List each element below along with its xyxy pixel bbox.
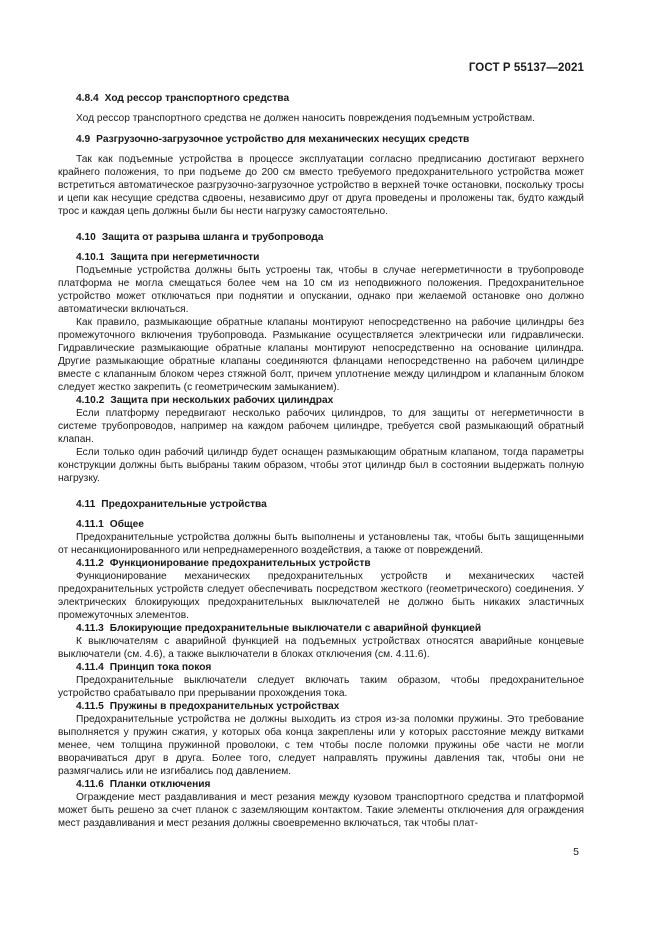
- section-title: Защита от разрыва шланга и трубопровода: [101, 232, 324, 243]
- section-4-9-heading: [58, 133, 584, 146]
- section-number: 4.8.4: [76, 93, 99, 104]
- section-number: 4.10: [76, 232, 96, 243]
- section-number: 4.11.4: [76, 662, 104, 673]
- section-4-11-2-heading: [58, 557, 584, 570]
- section-title: Разгрузочно-загрузочное устройство для механических несущих средств: [96, 134, 470, 145]
- standard-number: ГОСТ Р 55137—2021: [468, 62, 584, 74]
- section-4-11-6-heading: [58, 778, 584, 791]
- section-number: 4.9: [76, 134, 91, 145]
- page-number: 5: [573, 846, 579, 858]
- section-title: Предохранительные устройства: [101, 499, 267, 510]
- section-title: Принцип тока покоя: [109, 662, 212, 673]
- section-4-11-5-heading: [58, 700, 584, 713]
- section-title: Защита при негерметичности: [110, 252, 260, 263]
- section-4-10-1-text-2: Как правило, размыкающие обратные клапаны монтируют непосредственно на рабочие цилиндры без промежуточного включения трубопровода. Размыкание осуществляется электрически или гидравлически. Гидравлические размыкающие обратные клапаны монтируют непосредственно на основание цилиндра. Другие размыкающие обратные клапаны соединяются фланцами непосредственно на рабочем цилиндре вместе с клапанным блоком через стяжной болт, причем уплотнение между цилиндром и клапанным блоком следует жестко закрепить (с геометрическим замыканием).: [58, 317, 584, 393]
- section-4-11-1-text: Предохранительные устройства должны быть выполнены и установлены так, чтобы быть защищенными от несанкционированного или непреднамеренного воздействия, а также от повреждений.: [58, 532, 584, 556]
- section-4-10-2-text-1: Если платформу передвигают несколько рабочих цилиндров, то для защиты от негерметичности в системе трубопроводов, например на каждом рабочем цилиндре, требуется свой размыкающий обратный клапан.: [58, 408, 584, 445]
- section-number: 4.11.1: [76, 519, 104, 530]
- section-number: 4.10.2: [76, 395, 105, 406]
- section-4-11-heading: [58, 498, 584, 511]
- section-number: 4.11.6: [76, 779, 104, 790]
- section-title: Пружины в предохранительных устройствах: [109, 701, 340, 712]
- section-4-10-heading: [58, 231, 584, 244]
- section-title: Блокирующие предохранительные выключатели с аварийной функцией: [109, 623, 482, 634]
- section-4-11-4-heading: [58, 661, 584, 674]
- section-4-11-6-text: Ограждение мест раздавливания и мест резания между кузовом транспортного средства и платформой может быть решено за счет планок с заземляющим контактом. Такие элементы отключения для ограждения мест раздавливания и мест резания должны своевременно включаться, так чтобы плат-: [58, 792, 584, 829]
- section-4-8-4-heading: [58, 92, 584, 105]
- section-4-10-2-text-2: Если только один рабочий цилиндр будет оснащен размыкающим обратным клапаном, тогда параметры конструкции должны быть выбраны таким образом, чтобы этот цилиндр был в состоянии выдержать полную нагрузку.: [58, 447, 584, 484]
- section-4-8-4-text: Ход рессор транспортного средства не должен наносить повреждения подъемным устройствам.: [76, 113, 535, 124]
- section-number: 4.11.2: [76, 558, 104, 569]
- section-4-11-3-text: К выключателям с аварийной функцией на подъемных устройствах относятся аварийные концевые выключатели (см. 4.6), а также выключатели в блоках отключения (см. 4.11.6).: [58, 636, 584, 660]
- section-4-11-2-text: Функционирование механических предохранительных устройств и механических частей предохранительных устройств следует обеспечивать посредством жесткого (геометрического) соединения. У электрических блокирующих предохранительных выключателей не должно быть никаких эластичных промежуточных элементов.: [58, 571, 584, 621]
- section-4-11-5-text: Предохранительные устройства не должны выходить из строя из-за поломки пружины. Это требование выполняется у пружин сжатия, у которых оба конца закреплены или у которых расстояние между витками менее, чем толщина пружинной проволоки, с тем чтобы после поломки пружины обе части не могли вворачиваться друг в друга. Более того, следует направлять пружины давления так, чтобы они не размягчались или не изгибались под давлением.: [58, 714, 584, 777]
- section-title: Планки отключения: [109, 779, 211, 790]
- section-number: 4.10.1: [76, 252, 105, 263]
- section-4-9-text: Так как подъемные устройства в процессе эксплуатации согласно предписанию достигают верхнего крайнего положения, то при подъеме до 200 см вместо требуемого предохранительного устройства может встретиться автоматическое разгрузочно-загрузочное устройство в верхней точке остановки, поскольку тросы и цепи как несущие средства сдвоены, независимо друг от друга проведены и проложены так, будто каждый трос и каждая цепь должны были бы нести нагрузку самостоятельно.: [58, 154, 584, 217]
- section-4-11-4-text: Предохранительные выключатели следует включать таким образом, чтобы предохранительное устройство срабатывало при прерывании прохождения тока.: [58, 675, 584, 699]
- section-number: 4.11: [76, 499, 96, 510]
- section-4-11-3-heading: [58, 622, 584, 635]
- section-4-11-1-heading: [58, 518, 584, 531]
- section-number: 4.11.3: [76, 623, 104, 634]
- section-4-10-1-heading: [58, 251, 584, 264]
- section-4-10-1-text-1: Подъемные устройства должны быть устроены так, чтобы в случае негерметичности в трубопроводе платформа не могла смещаться более чем на 10 см из неподвижного положения. Предохранительное устройство может отключаться при поднятии и опускании, однако при желаемой остановке оно должно автоматически включаться.: [58, 265, 584, 315]
- section-title: Функционирование предохранительных устройств: [109, 558, 371, 569]
- section-4-10-2-heading: [58, 394, 584, 407]
- page-content: [58, 92, 584, 830]
- section-number: 4.11.5: [76, 701, 104, 712]
- section-title: Защита при нескольких рабочих цилиндрах: [110, 395, 334, 406]
- section-title: Общее: [109, 519, 144, 530]
- section-title: Ход рессор транспортного средства: [104, 93, 290, 104]
